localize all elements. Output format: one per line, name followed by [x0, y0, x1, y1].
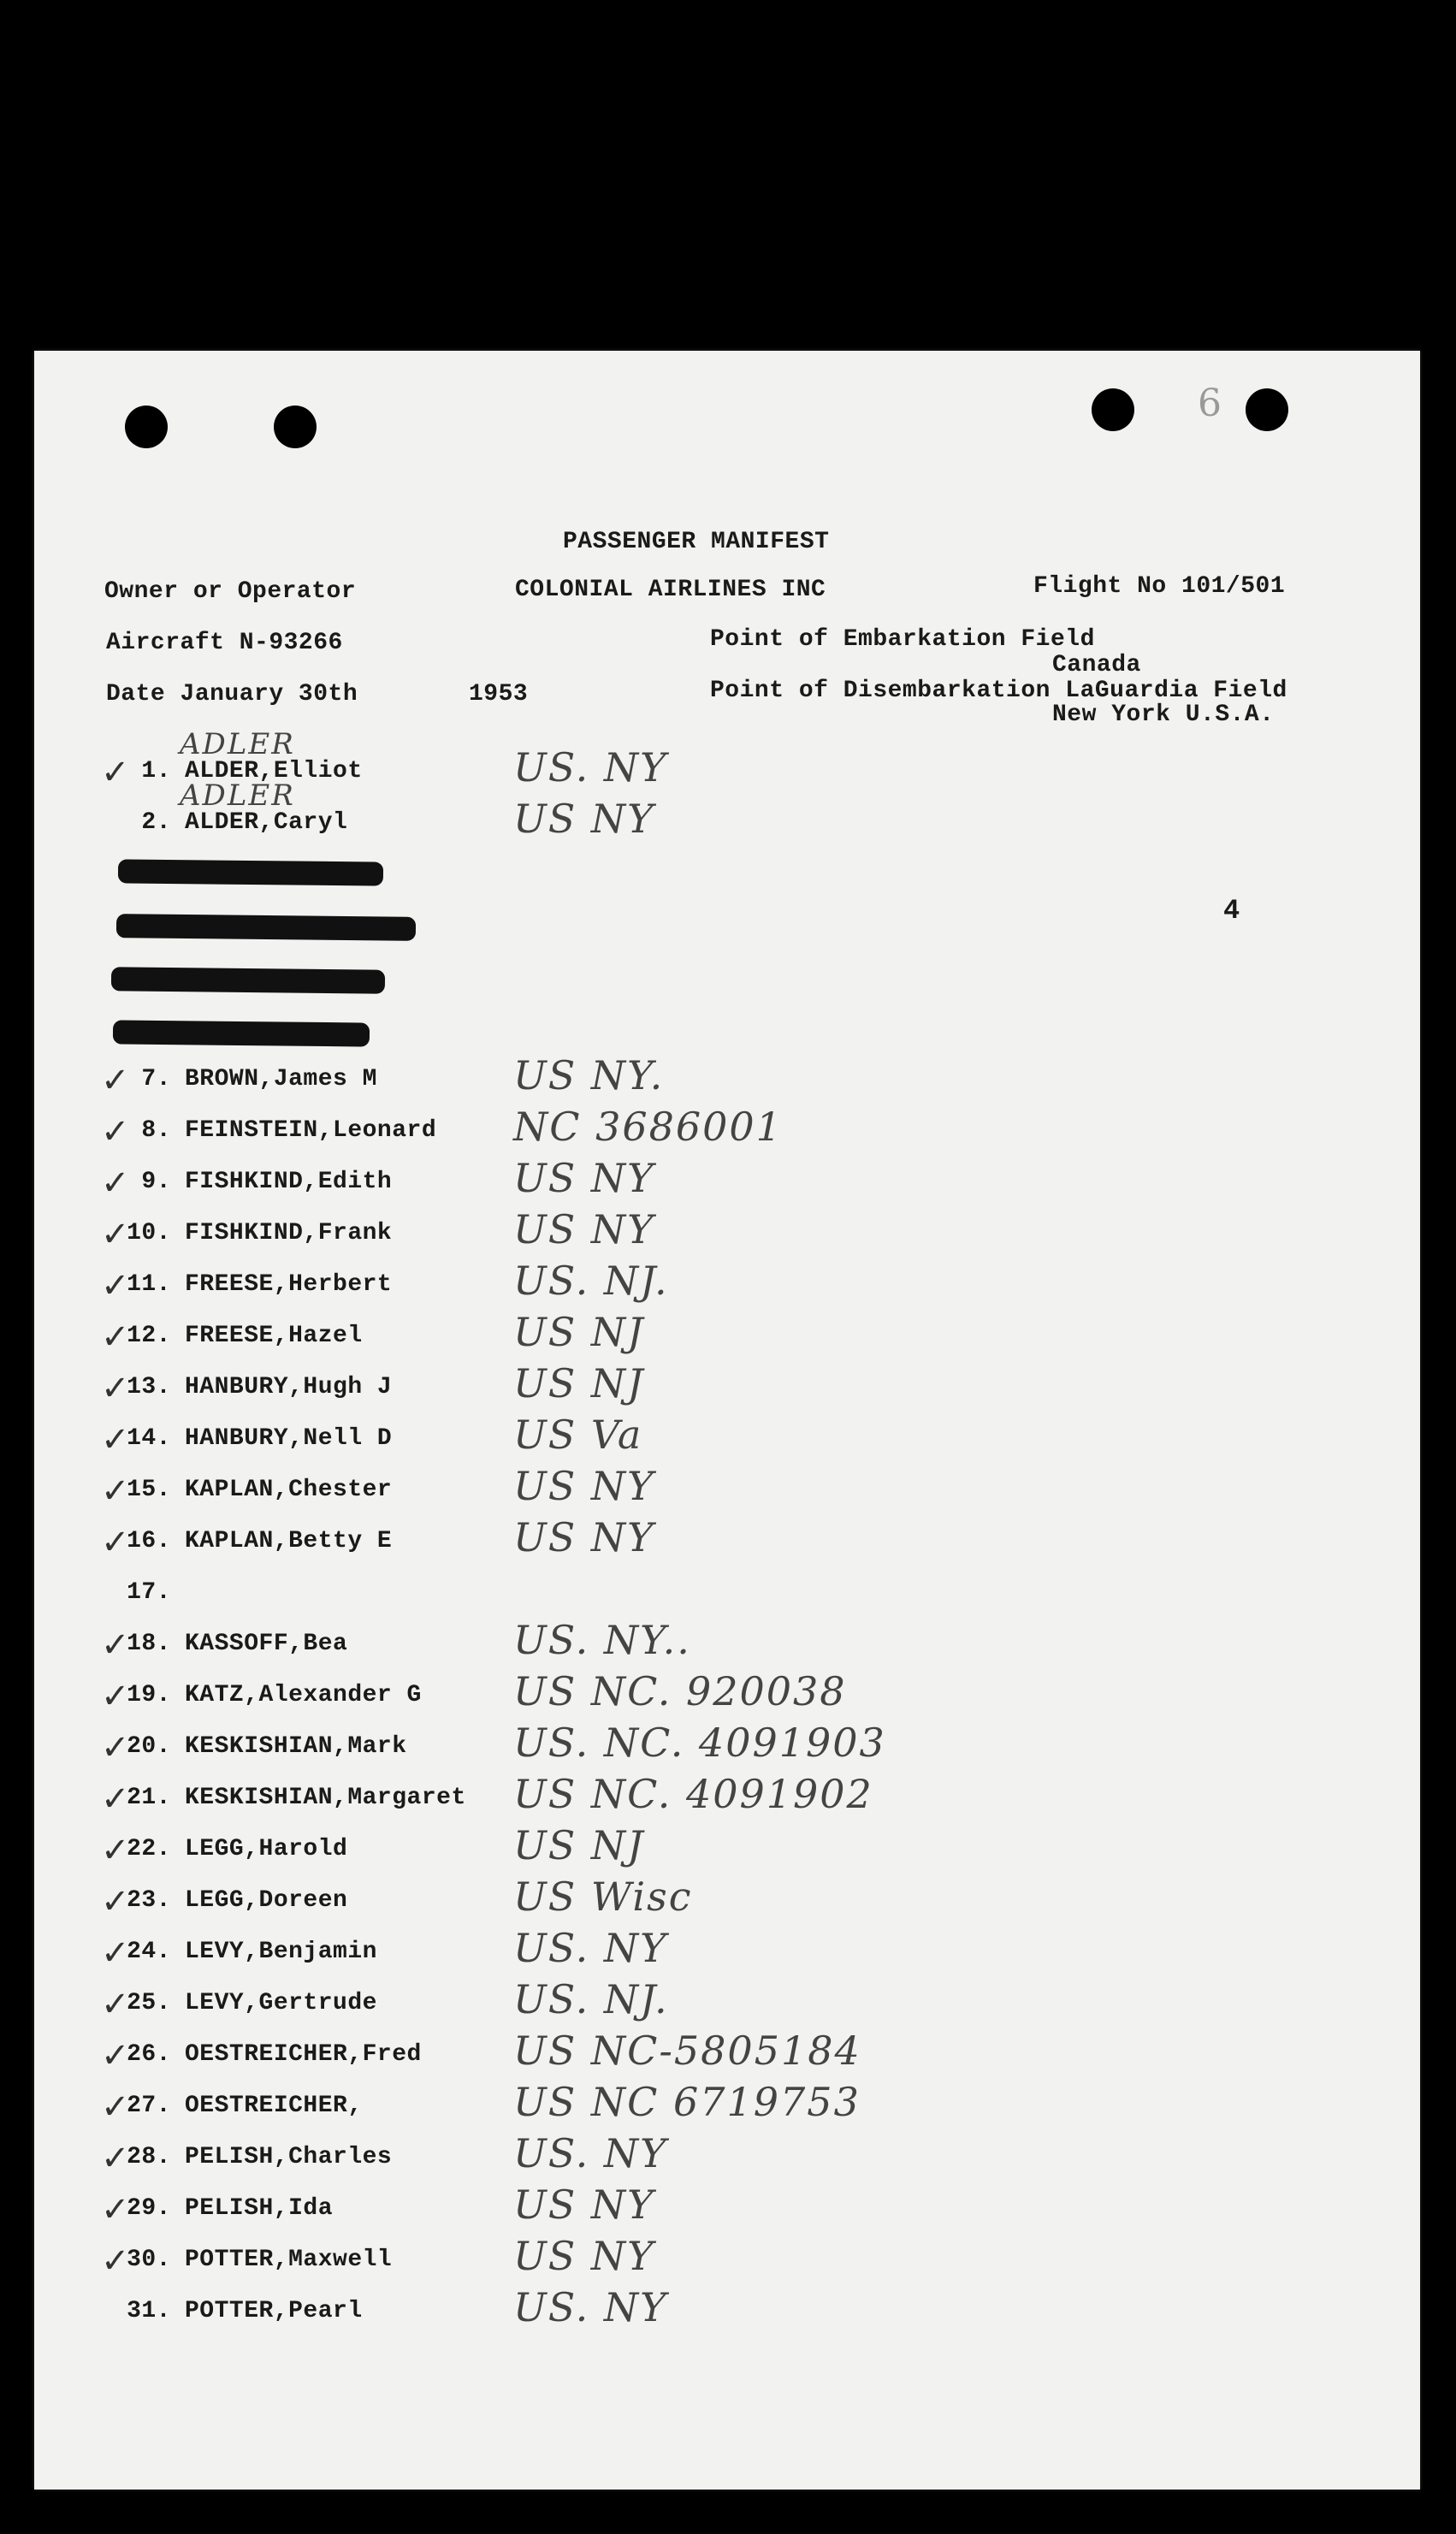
handwritten-note: US. NY: [513, 2130, 668, 2176]
passenger-row: [34, 1579, 1420, 1631]
check-mark-icon: ✓: [101, 1420, 130, 1459]
check-mark-icon: ✓: [101, 1215, 130, 1254]
check-mark-icon: ✓: [101, 1625, 130, 1665]
handwritten-note: US NY: [513, 796, 655, 842]
passenger-name: FREESE,Herbert: [185, 1271, 393, 1298]
passenger-name: OESTREICHER,Fred: [185, 2041, 422, 2068]
check-mark-icon: ✓: [101, 1369, 130, 1408]
flight-number: Flight No 101/501: [1033, 573, 1286, 600]
name-correction: ADLER: [180, 779, 295, 813]
handwritten-note: NC 3686001: [513, 1104, 783, 1150]
passenger-row: [34, 1463, 1420, 1528]
handwritten-note: US NY: [513, 2182, 655, 2228]
passenger-name: KESKISHIAN,Mark: [185, 1733, 407, 1760]
passenger-number: 29.: [127, 2195, 171, 2222]
page-corner-number: 6: [1198, 382, 1222, 425]
passenger-name: LEVY,Benjamin: [185, 1939, 377, 1965]
handwritten-note: US. NY: [513, 744, 668, 790]
check-mark-icon: ✓: [101, 1985, 130, 2024]
handwritten-note: US. NC. 4091903: [513, 1720, 886, 1766]
passenger-number: 2.: [141, 809, 171, 836]
passenger-row: [34, 1514, 1420, 1579]
passenger-number: 22.: [127, 1836, 171, 1862]
passenger-name: HANBURY,Hugh J: [185, 1374, 393, 1400]
passenger-number: 25.: [127, 1990, 171, 2016]
year: 1953: [469, 681, 529, 708]
document-title: PASSENGER MANIFEST: [563, 529, 830, 555]
check-mark-icon: ✓: [101, 1112, 130, 1152]
passenger-row: [34, 2182, 1420, 2247]
handwritten-note: US NY: [513, 2233, 655, 2279]
passenger-number: 31.: [127, 2298, 171, 2324]
passenger-number: 27.: [127, 2093, 171, 2119]
passenger-row: [34, 2079, 1420, 2144]
check-mark-icon: ✓: [101, 1882, 130, 1921]
handwritten-note: US NC-5805184: [513, 2028, 861, 2074]
redaction-bar: [111, 967, 385, 993]
handwritten-note: US. NY: [513, 1925, 668, 1971]
check-mark-icon: ✓: [101, 753, 130, 792]
punch-hole: [125, 406, 168, 448]
handwritten-note: US NY: [513, 1155, 655, 1201]
handwritten-note: US NY: [513, 1463, 655, 1509]
check-mark-icon: ✓: [101, 1317, 130, 1357]
passenger-number: 17.: [127, 1579, 171, 1606]
owner-value: COLONIAL AIRLINES INC: [515, 577, 826, 603]
passenger-number: 10.: [127, 1220, 171, 1246]
passenger-row: [34, 1155, 1420, 1220]
passenger-number: 7.: [141, 1066, 171, 1092]
passenger-row: [34, 1771, 1420, 1836]
handwritten-note: US NC. 4091902: [513, 1771, 873, 1817]
check-mark-icon: ✓: [101, 1677, 130, 1716]
check-mark-icon: ✓: [101, 1728, 130, 1767]
passenger-number: 14.: [127, 1425, 171, 1452]
check-mark-icon: ✓: [101, 2139, 130, 2178]
passenger-number: 16.: [127, 1528, 171, 1554]
punch-hole: [1246, 388, 1288, 431]
passenger-row: [34, 2284, 1420, 2349]
passenger-number: 26.: [127, 2041, 171, 2068]
passenger-name: FISHKIND,Edith: [185, 1169, 393, 1195]
punch-hole: [274, 406, 317, 448]
passenger-number: 19.: [127, 1682, 171, 1708]
passenger-name: FREESE,Hazel: [185, 1323, 363, 1349]
check-mark-icon: ✓: [101, 1933, 130, 1973]
name-correction: ADLER: [180, 727, 295, 761]
passenger-name: KAPLAN,Betty E: [185, 1528, 393, 1554]
passenger-row: [34, 1104, 1420, 1169]
handwritten-note: US NJ: [513, 1822, 645, 1868]
check-mark-icon: ✓: [101, 2190, 130, 2229]
passenger-row: [34, 1925, 1420, 1990]
passenger-row: [34, 1360, 1420, 1425]
handwritten-note: US Wisc: [513, 1874, 693, 1920]
handwritten-note: US. NJ.: [513, 1258, 669, 1304]
passenger-number: 13.: [127, 1374, 171, 1400]
passenger-number: 20.: [127, 1733, 171, 1760]
check-mark-icon: ✓: [101, 1523, 130, 1562]
redaction-bar: [113, 1020, 370, 1046]
passenger-row: [34, 1822, 1420, 1887]
passenger-row: [34, 779, 1420, 861]
redaction-bar: [118, 859, 383, 885]
handwritten-note: US Va: [513, 1412, 643, 1458]
passenger-name: BROWN,James M: [185, 1066, 377, 1092]
handwritten-note: US NC 6719753: [513, 2079, 861, 2125]
punch-hole: [1092, 388, 1134, 431]
passenger-name: OESTREICHER,: [185, 2093, 363, 2119]
passenger-number: 9.: [141, 1169, 171, 1195]
passenger-row: [34, 2233, 1420, 2298]
passenger-row: [34, 1258, 1420, 1323]
handwritten-note: US. NJ.: [513, 1976, 669, 2022]
passenger-name: ALDER,Elliot: [185, 758, 363, 784]
check-mark-icon: ✓: [101, 2036, 130, 2075]
passenger-name: LEGG,Doreen: [185, 1887, 348, 1914]
passenger-row: [34, 1206, 1420, 1271]
date: Date January 30th: [106, 681, 358, 708]
passenger-name: LEGG,Harold: [185, 1836, 348, 1862]
handwritten-note: US NC. 920038: [513, 1668, 847, 1714]
passenger-name: KESKISHIAN,Margaret: [185, 1785, 466, 1811]
passenger-number: 30.: [127, 2247, 171, 2273]
passenger-name: KASSOFF,Bea: [185, 1631, 348, 1657]
passenger-number: 8.: [141, 1117, 171, 1144]
passenger-number: 11.: [127, 1271, 171, 1298]
handwritten-note: US NY: [513, 1206, 655, 1252]
passenger-row: [34, 1874, 1420, 1939]
check-mark-icon: ✓: [101, 1266, 130, 1305]
passenger-name: PELISH,Charles: [185, 2144, 393, 2170]
passenger-row: [34, 1309, 1420, 1374]
passenger-number: 15.: [127, 1477, 171, 1503]
handwritten-note: US. NY: [513, 2284, 668, 2330]
disembark-place: New York U.S.A.: [1052, 702, 1275, 728]
passenger-name: HANBURY,Nell D: [185, 1425, 393, 1452]
passenger-row: [34, 2130, 1420, 2195]
check-mark-icon: ✓: [101, 1061, 130, 1100]
check-mark-icon: ✓: [101, 2087, 130, 2127]
redaction-bar: [116, 914, 416, 941]
passenger-name: LEVY,Gertrude: [185, 1990, 377, 2016]
point-disembark: Point of Disembarkation LaGuardia Field: [710, 678, 1287, 704]
check-mark-icon: ✓: [101, 2241, 130, 2281]
sheet-marker: 4: [1223, 895, 1240, 927]
passenger-number: 18.: [127, 1631, 171, 1657]
passenger-number: 12.: [127, 1323, 171, 1349]
point-embark: Point of Embarkation Field: [710, 626, 1095, 653]
passenger-name: PELISH,Ida: [185, 2195, 334, 2222]
manifest-sheet: [34, 351, 1420, 2490]
passenger-number: 21.: [127, 1785, 171, 1811]
check-mark-icon: ✓: [101, 1163, 130, 1203]
passenger-name: FISHKIND,Frank: [185, 1220, 393, 1246]
embark-place: Canada: [1052, 652, 1141, 678]
passenger-number: 28.: [127, 2144, 171, 2170]
passenger-number: 23.: [127, 1887, 171, 1914]
passenger-row: [34, 1412, 1420, 1477]
passenger-name: KATZ,Alexander G: [185, 1682, 422, 1708]
passenger-name: POTTER,Maxwell: [185, 2247, 393, 2273]
check-mark-icon: ✓: [101, 1779, 130, 1819]
passenger-name: ALDER,Caryl: [185, 809, 348, 836]
check-mark-icon: ✓: [101, 1831, 130, 1870]
check-mark-icon: ✓: [101, 1471, 130, 1511]
handwritten-note: US NJ: [513, 1360, 645, 1406]
passenger-number: 24.: [127, 1939, 171, 1965]
owner-label: Owner or Operator: [104, 578, 357, 605]
handwritten-note: US. NY..: [513, 1617, 691, 1663]
passenger-name: FEINSTEIN,Leonard: [185, 1117, 437, 1144]
passenger-name: KAPLAN,Chester: [185, 1477, 393, 1503]
handwritten-note: US NJ: [513, 1309, 645, 1355]
passenger-number: 1.: [141, 758, 171, 784]
handwritten-note: US NY: [513, 1514, 655, 1560]
passenger-name: POTTER,Pearl: [185, 2298, 363, 2324]
aircraft: Aircraft N-93266: [106, 630, 343, 656]
handwritten-note: US NY.: [513, 1052, 665, 1098]
